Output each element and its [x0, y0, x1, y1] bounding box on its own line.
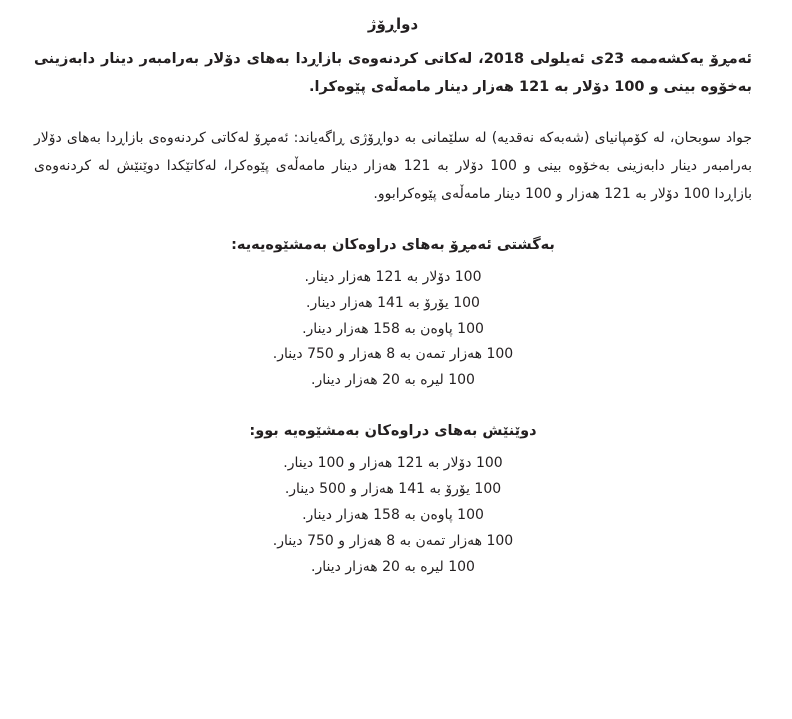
- rate-list: [34, 451, 752, 580]
- list-item: 100 یۆرۆ به 141 هەزار و 500 دینار.: [284, 481, 502, 498]
- list-item: 100 پاوەن به 158 هەزار دینار.: [302, 507, 484, 524]
- list-item: 100 هەزار تمەن به 8 هەزار و 750 دینار.: [272, 346, 514, 363]
- list-item: 100 هەزار تمەن به 8 هەزار و 750 دینار.: [272, 533, 514, 550]
- section-yesterday-rates: [34, 420, 752, 581]
- list-item: 100 پاوەن به 158 هەزار دینار.: [302, 320, 484, 337]
- list-item: 100 یۆرۆ به 141 هەزار دینار.: [306, 294, 480, 311]
- list-item: 100 لیره به 20 هەزار دینار.: [311, 372, 475, 389]
- body-paragraph: جواد سوبحان، لە کۆمپانیای (شەبەکە نەقدیە) لە سلێمانی بە دواڕۆژی ڕاگەیاند: ئەمڕۆ لەکاتی کردنەوەی بازاڕدا بەهای دۆلار بەرامبەر دینار دابەزینی بەخۆوە بینی و 100 دۆلار به 121 هەزار دینار مامەڵەی پێوەکرا، لەکاتێکدا دوێنێش لە کردنەوەی بازاڕدا 100 دۆلار به 121 هەزار و 100 دینار مامەڵەی پێوەکرابوو.: [34, 129, 752, 202]
- section-today-rates: [34, 234, 752, 395]
- section-heading: بەگشتی ئەمڕۆ بەهای دراوەکان بەمشێوەیەیە:: [231, 236, 555, 253]
- list-item: 100 لیره به 20 هەزار دینار.: [311, 558, 475, 575]
- lead-paragraph: ئەمڕۆ یەکشەممە 23ی ئەیلولی 2018، لەکاتی کردنەوەی بازاڕدا بەهای دۆلار بەرامبەر دینار دابەزینی بەخۆوە بینی و 100 دۆلار به 121 هەزار دینار مامەڵەی پێوەکرا.: [34, 51, 752, 96]
- list-item: 100 دۆلار به 121 هەزار و 100 دینار.: [283, 455, 503, 472]
- page-title: دواڕۆژ: [367, 15, 419, 33]
- list-item: 100 دۆلار به 121 هەزار دینار.: [304, 268, 482, 285]
- rate-list: [34, 265, 752, 394]
- section-heading: دوێنێش بەهای دراوەکان بەمشێوەیە بوو:: [249, 423, 537, 440]
